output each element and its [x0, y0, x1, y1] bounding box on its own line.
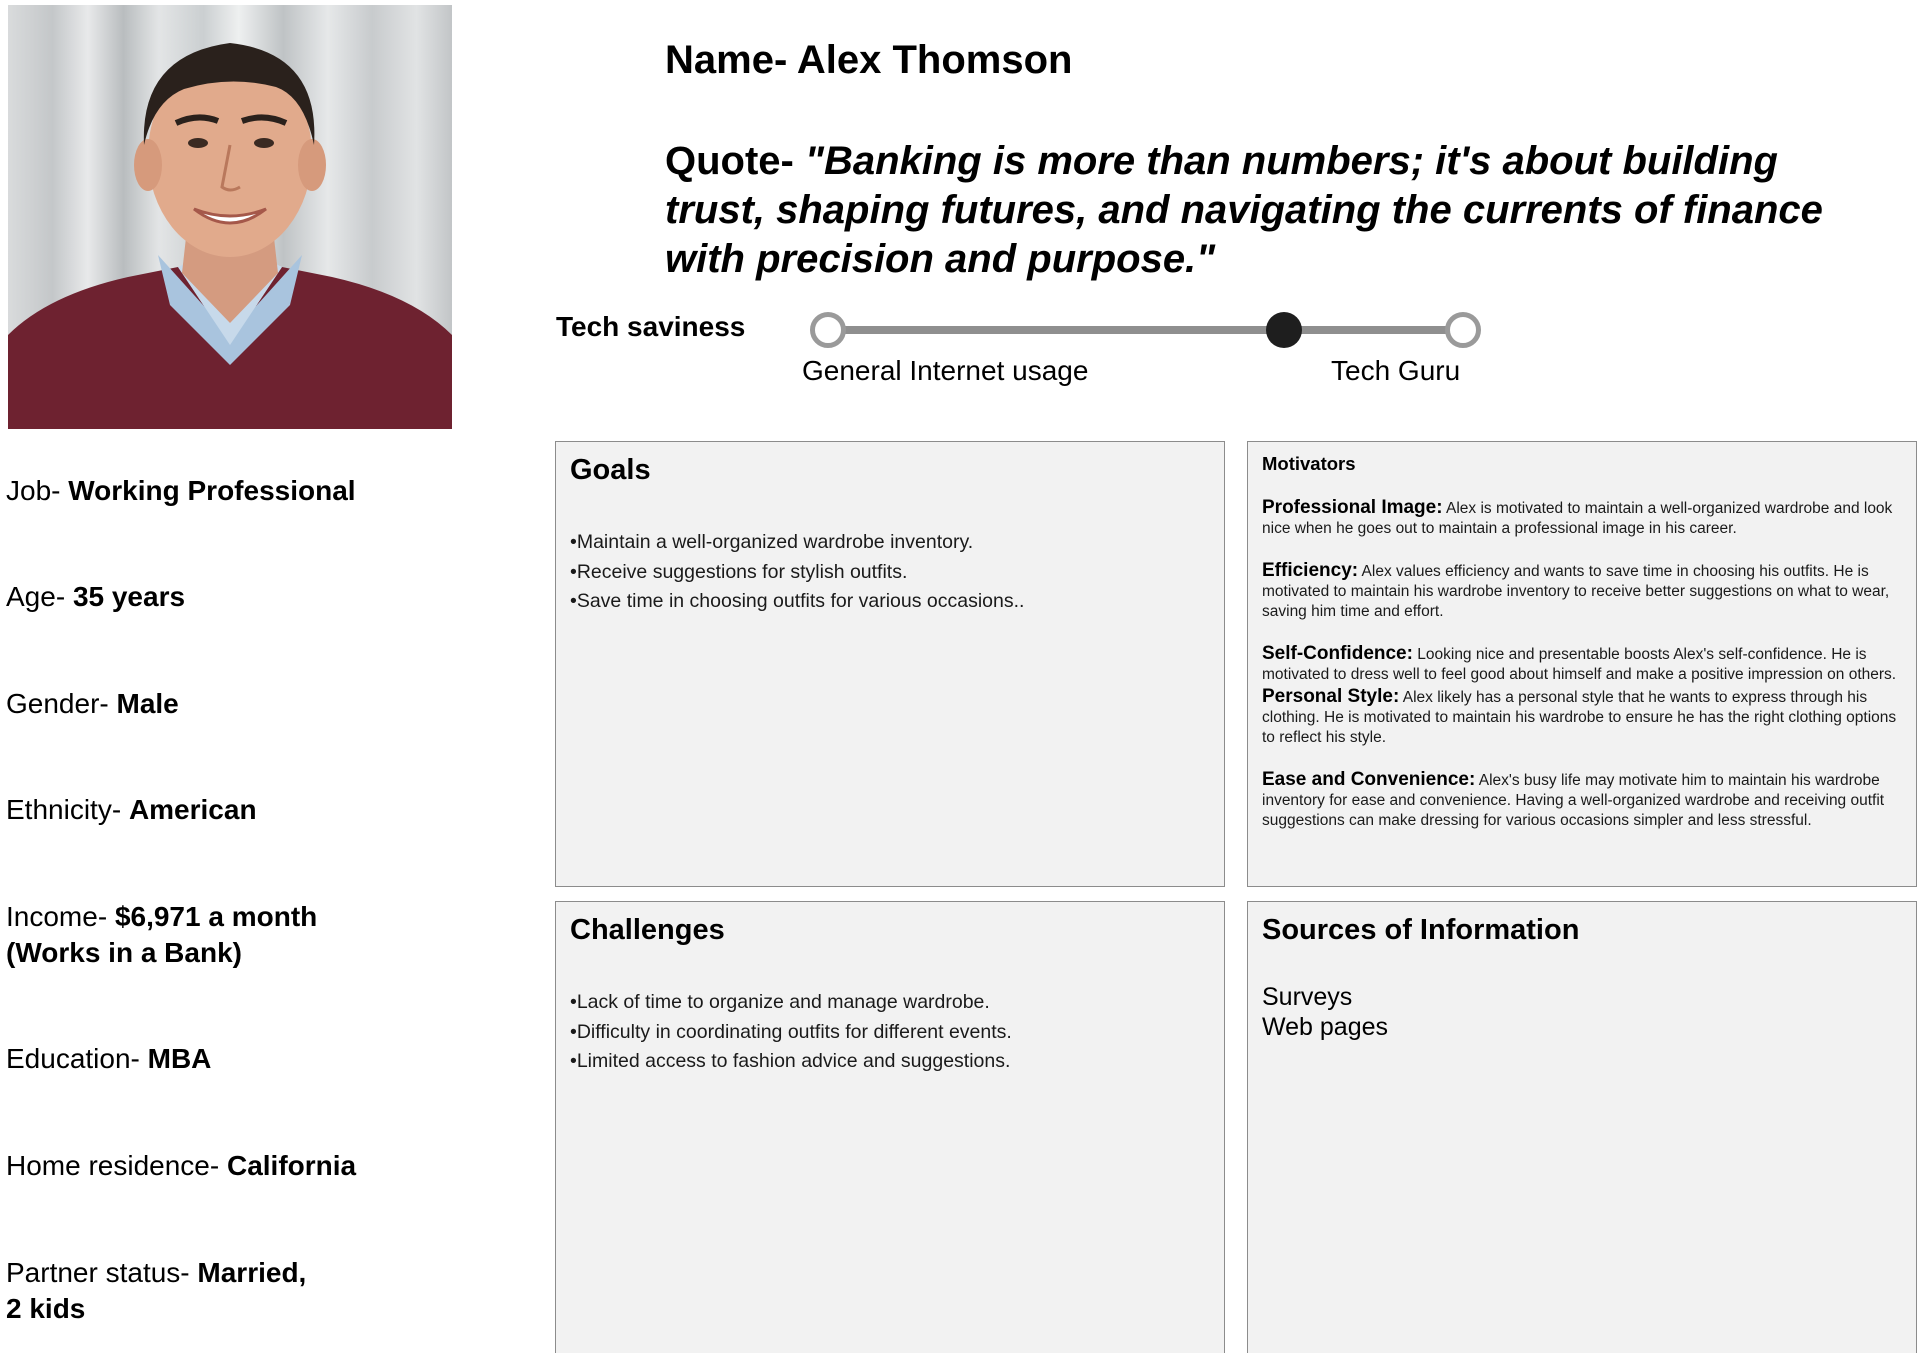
tech-saviness-level-marker: [1266, 312, 1302, 348]
attr-ethnicity: Ethnicity- American: [6, 794, 257, 825]
persona-name: Name- Alex Thomson: [665, 38, 1073, 82]
list-item: •Lack of time to organize and manage wardrobe.: [570, 991, 990, 1013]
list-item: Web pages: [1262, 1013, 1389, 1041]
list-item: •Difficulty in coordinating outfits for different events.: [570, 1020, 1012, 1043]
list-item: Personal Style: Alex likely has a personal style that he wants to express through his clothing. He is motivated to maintain his wardrobe to ensure he has the right clothing options to reflect his style.: [1262, 686, 1897, 746]
persona-photo: [8, 5, 452, 429]
attr-age: Age- 35 years: [6, 581, 186, 612]
list-item: •Maintain a well-organized wardrobe inventory.: [570, 531, 974, 553]
tech-saviness-start-marker: [810, 312, 846, 348]
attr-partner-status: Partner status- Married, 2 kids: [6, 1257, 307, 1324]
list-item: •Receive suggestions for stylish outfits.: [570, 560, 908, 583]
tech-saviness-left-caption: General Internet usage: [802, 355, 1089, 386]
quote-text: "Banking is more than numbers; it's about building trust, shaping futures, and navigating the currents of finance with precision and purpose.": [665, 139, 1823, 281]
attr-job: Job- Working Professional: [6, 475, 356, 506]
goals-list: [570, 528, 1024, 617]
attr-home-residence: Home residence- California: [6, 1150, 357, 1181]
list-item: •Save time in choosing outfits for various occasions..: [570, 590, 1025, 612]
goals-title: Goals: [570, 454, 651, 486]
portrait-illustration: [8, 5, 452, 429]
list-item: Professional Image: Alex is motivated to maintain a well-organized wardrobe and look nice when he goes out to maintain a professional image in his career.: [1262, 497, 1893, 537]
motivators-list: [1262, 498, 1902, 831]
tech-saviness-right-caption: Tech Guru: [1331, 355, 1461, 386]
challenges-list: [570, 988, 1012, 1077]
persona-quote: [665, 137, 1835, 284]
sources-list: [1262, 982, 1388, 1042]
list-item: Self-Confidence: Looking nice and presentable boosts Alex's self-confidence. He is motivated to dress well to feel good about himself and make a positive impression on others.: [1262, 643, 1897, 683]
list-item: Efficiency: Alex values efficiency and wants to save time in choosing his outfits. He is motivated to maintain his wardrobe inventory to receive better suggestions on what to wear, saving him time and effort.: [1262, 560, 1890, 620]
attr-education: Education- MBA: [6, 1043, 212, 1074]
sources-title: Sources of Information: [1262, 914, 1580, 946]
tech-saviness-end-marker: [1445, 312, 1481, 348]
motivators-card: [1247, 441, 1917, 887]
quote-label: Quote-: [665, 139, 805, 183]
list-item: Surveys: [1262, 983, 1353, 1011]
challenges-title: Challenges: [570, 914, 725, 946]
attr-income: Income- $6,971 a month (Works in a Bank): [6, 901, 318, 968]
list-item: Ease and Convenience: Alex's busy life may motivate him to maintain his wardrobe inventory for ease and convenience. Having a well-organized wardrobe and receiving outfit suggestions can make dressing for various occasions simpler and less stressful.: [1262, 769, 1885, 829]
tech-saviness-label: Tech saviness: [556, 311, 746, 342]
sources-card: [1247, 901, 1917, 1353]
attr-gender: Gender- Male: [6, 688, 179, 719]
challenges-card: [555, 901, 1225, 1353]
list-item: •Limited access to fashion advice and suggestions.: [570, 1050, 1011, 1072]
tech-saviness-track: [828, 326, 1462, 334]
motivators-title: Motivators: [1262, 453, 1356, 474]
goals-card: [555, 441, 1225, 887]
